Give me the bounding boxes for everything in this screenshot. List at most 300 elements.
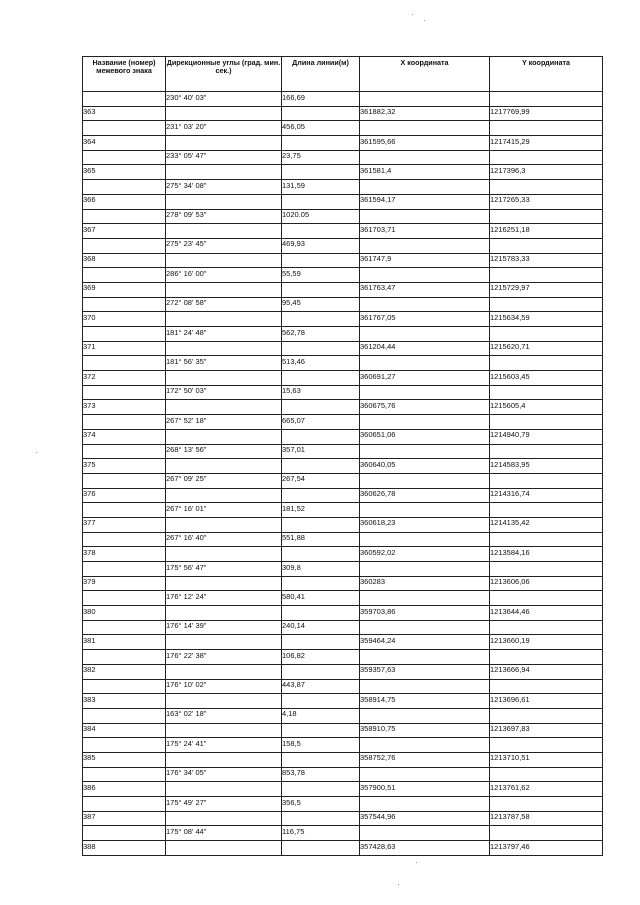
marker-name-cell — [83, 92, 166, 107]
length-cell — [282, 517, 360, 532]
y-coordinate-cell: 1213787,58 — [490, 811, 603, 826]
scan-speck — [36, 452, 37, 453]
header-length: Длина линии(м) — [282, 57, 360, 92]
marker-name-cell — [83, 767, 166, 782]
x-coordinate-cell — [360, 473, 490, 488]
y-coordinate-cell: 1214135,42 — [490, 517, 603, 532]
header-y-coordinate: Y координата — [490, 57, 603, 92]
table-row — [83, 312, 603, 327]
bearing-cell — [166, 371, 282, 386]
y-coordinate-cell: 1214940,79 — [490, 429, 603, 444]
x-coordinate-cell: 361763,47 — [360, 282, 490, 297]
length-cell: 166,69 — [282, 92, 360, 107]
bearing-cell — [166, 165, 282, 180]
x-coordinate-cell — [360, 385, 490, 400]
x-coordinate-cell — [360, 620, 490, 635]
table-row — [83, 356, 603, 371]
x-coordinate-cell — [360, 92, 490, 107]
bearing-cell: 181° 56' 35" — [166, 356, 282, 371]
table-row — [83, 429, 603, 444]
length-cell — [282, 312, 360, 327]
bearing-cell — [166, 429, 282, 444]
x-coordinate-cell: 361204,44 — [360, 341, 490, 356]
table-row — [83, 679, 603, 694]
marker-name-cell: 376 — [83, 488, 166, 503]
y-coordinate-cell — [490, 620, 603, 635]
length-cell: 469,93 — [282, 238, 360, 253]
marker-name-cell — [83, 562, 166, 577]
length-cell: 23,75 — [282, 150, 360, 165]
header-marker-name: Название (номер) межевого знака — [83, 57, 166, 92]
length-cell: 309,8 — [282, 562, 360, 577]
y-coordinate-cell — [490, 238, 603, 253]
marker-name-cell — [83, 679, 166, 694]
bearing-cell — [166, 488, 282, 503]
length-cell: 131,59 — [282, 180, 360, 195]
marker-name-cell — [83, 620, 166, 635]
bearing-cell: 176° 12' 24" — [166, 591, 282, 606]
y-coordinate-cell: 1214583,95 — [490, 459, 603, 474]
x-coordinate-cell: 360626,78 — [360, 488, 490, 503]
y-coordinate-cell — [490, 532, 603, 547]
length-cell — [282, 253, 360, 268]
marker-name-cell: 377 — [83, 517, 166, 532]
x-coordinate-cell: 358752,76 — [360, 752, 490, 767]
table-row — [83, 606, 603, 621]
table-row — [83, 635, 603, 650]
length-cell — [282, 664, 360, 679]
marker-name-cell: 372 — [83, 371, 166, 386]
x-coordinate-cell — [360, 297, 490, 312]
length-cell — [282, 811, 360, 826]
x-coordinate-cell — [360, 797, 490, 812]
bearing-cell: 278° 09' 53" — [166, 209, 282, 224]
bearing-cell: 175° 24' 41" — [166, 738, 282, 753]
x-coordinate-cell: 357428,63 — [360, 841, 490, 856]
x-coordinate-cell: 359464,24 — [360, 635, 490, 650]
table-row — [83, 488, 603, 503]
bearing-cell — [166, 635, 282, 650]
x-coordinate-cell — [360, 209, 490, 224]
marker-name-cell — [83, 356, 166, 371]
x-coordinate-cell: 357900,51 — [360, 782, 490, 797]
table-row — [83, 517, 603, 532]
y-coordinate-cell — [490, 121, 603, 136]
bearing-cell: 181° 24' 48" — [166, 327, 282, 342]
marker-name-cell: 382 — [83, 664, 166, 679]
y-coordinate-cell: 1214316,74 — [490, 488, 603, 503]
bearing-cell — [166, 576, 282, 591]
marker-name-cell: 379 — [83, 576, 166, 591]
table-row — [83, 400, 603, 415]
length-cell — [282, 694, 360, 709]
scan-speck — [416, 862, 417, 863]
boundary-coordinates-table — [82, 56, 603, 856]
bearing-cell: 268° 13' 56" — [166, 444, 282, 459]
length-cell — [282, 429, 360, 444]
marker-name-cell: 364 — [83, 136, 166, 151]
x-coordinate-cell — [360, 150, 490, 165]
x-coordinate-cell: 360651,06 — [360, 429, 490, 444]
table-row — [83, 811, 603, 826]
marker-name-cell: 386 — [83, 782, 166, 797]
table-row — [83, 165, 603, 180]
marker-name-cell: 385 — [83, 752, 166, 767]
length-cell — [282, 224, 360, 239]
scan-speck — [398, 884, 399, 885]
length-cell: 267,54 — [282, 473, 360, 488]
marker-name-cell — [83, 150, 166, 165]
x-coordinate-cell — [360, 503, 490, 518]
marker-name-cell: 363 — [83, 106, 166, 121]
length-cell: 562,78 — [282, 327, 360, 342]
marker-name-cell — [83, 444, 166, 459]
y-coordinate-cell: 1213606,06 — [490, 576, 603, 591]
marker-name-cell — [83, 121, 166, 136]
y-coordinate-cell: 1216251,18 — [490, 224, 603, 239]
length-cell — [282, 576, 360, 591]
marker-name-cell: 370 — [83, 312, 166, 327]
length-cell: 853,78 — [282, 767, 360, 782]
length-cell: 356,5 — [282, 797, 360, 812]
length-cell: 1020.05 — [282, 209, 360, 224]
x-coordinate-cell — [360, 356, 490, 371]
y-coordinate-cell: 1213660,19 — [490, 635, 603, 650]
marker-name-cell — [83, 738, 166, 753]
marker-name-cell — [83, 826, 166, 841]
table-row — [83, 503, 603, 518]
bearing-cell — [166, 517, 282, 532]
x-coordinate-cell — [360, 532, 490, 547]
x-coordinate-cell — [360, 121, 490, 136]
table-row — [83, 650, 603, 665]
table-row — [83, 797, 603, 812]
y-coordinate-cell — [490, 797, 603, 812]
y-coordinate-cell — [490, 650, 603, 665]
table-body — [83, 92, 603, 856]
table-row — [83, 723, 603, 738]
y-coordinate-cell — [490, 503, 603, 518]
bearing-cell: 175° 49' 27" — [166, 797, 282, 812]
table-row — [83, 121, 603, 136]
scan-speck — [412, 14, 413, 15]
x-coordinate-cell — [360, 444, 490, 459]
x-coordinate-cell — [360, 591, 490, 606]
table-row — [83, 106, 603, 121]
length-cell: 240,14 — [282, 620, 360, 635]
bearing-cell — [166, 841, 282, 856]
x-coordinate-cell — [360, 415, 490, 430]
y-coordinate-cell: 1215634,59 — [490, 312, 603, 327]
bearing-cell: 176° 22' 38" — [166, 650, 282, 665]
table-row — [83, 532, 603, 547]
x-coordinate-cell: 360592,02 — [360, 547, 490, 562]
length-cell — [282, 282, 360, 297]
x-coordinate-cell: 360691,27 — [360, 371, 490, 386]
table-row — [83, 708, 603, 723]
length-cell — [282, 106, 360, 121]
bearing-cell — [166, 400, 282, 415]
marker-name-cell: 384 — [83, 723, 166, 738]
marker-name-cell — [83, 297, 166, 312]
bearing-cell — [166, 811, 282, 826]
bearing-cell: 176° 10' 02" — [166, 679, 282, 694]
length-cell — [282, 341, 360, 356]
x-coordinate-cell — [360, 180, 490, 195]
table-row — [83, 547, 603, 562]
length-cell — [282, 782, 360, 797]
header-bearing: Дирекционные углы (град. мин. сек.) — [166, 57, 282, 92]
y-coordinate-cell: 1213710,51 — [490, 752, 603, 767]
y-coordinate-cell: 1215729,97 — [490, 282, 603, 297]
table-row — [83, 136, 603, 151]
x-coordinate-cell: 361703,71 — [360, 224, 490, 239]
table-row — [83, 194, 603, 209]
length-cell: 580,41 — [282, 591, 360, 606]
marker-name-cell — [83, 385, 166, 400]
length-cell: 357,01 — [282, 444, 360, 459]
marker-name-cell: 378 — [83, 547, 166, 562]
header-x-coordinate: X координата — [360, 57, 490, 92]
marker-name-cell — [83, 473, 166, 488]
bearing-cell — [166, 694, 282, 709]
bearing-cell — [166, 106, 282, 121]
length-cell: 443,87 — [282, 679, 360, 694]
marker-name-cell — [83, 591, 166, 606]
length-cell: 95,45 — [282, 297, 360, 312]
y-coordinate-cell — [490, 209, 603, 224]
y-coordinate-cell — [490, 826, 603, 841]
bearing-cell: 230° 40' 03" — [166, 92, 282, 107]
y-coordinate-cell: 1217265,33 — [490, 194, 603, 209]
marker-name-cell — [83, 503, 166, 518]
marker-name-cell: 375 — [83, 459, 166, 474]
x-coordinate-cell: 361747,9 — [360, 253, 490, 268]
bearing-cell — [166, 136, 282, 151]
bearing-cell — [166, 194, 282, 209]
bearing-cell: 275° 34' 08" — [166, 180, 282, 195]
y-coordinate-cell — [490, 708, 603, 723]
length-cell — [282, 165, 360, 180]
y-coordinate-cell — [490, 767, 603, 782]
y-coordinate-cell — [490, 150, 603, 165]
marker-name-cell — [83, 797, 166, 812]
marker-name-cell — [83, 238, 166, 253]
length-cell: 116,75 — [282, 826, 360, 841]
table-row — [83, 341, 603, 356]
y-coordinate-cell: 1213666,94 — [490, 664, 603, 679]
bearing-cell: 267° 16' 01" — [166, 503, 282, 518]
bearing-cell: 172° 50' 03" — [166, 385, 282, 400]
bearing-cell: 175° 56' 47" — [166, 562, 282, 577]
bearing-cell: 176° 14' 39" — [166, 620, 282, 635]
table-row — [83, 371, 603, 386]
table-row — [83, 268, 603, 283]
length-cell — [282, 547, 360, 562]
x-coordinate-cell — [360, 767, 490, 782]
y-coordinate-cell: 1215783,33 — [490, 253, 603, 268]
bearing-cell: 272° 08' 58" — [166, 297, 282, 312]
table-row — [83, 180, 603, 195]
marker-name-cell — [83, 209, 166, 224]
bearing-cell: 233° 05' 47" — [166, 150, 282, 165]
y-coordinate-cell — [490, 268, 603, 283]
marker-name-cell — [83, 415, 166, 430]
table-row — [83, 473, 603, 488]
x-coordinate-cell: 358914,75 — [360, 694, 490, 709]
table-row — [83, 327, 603, 342]
bearing-cell: 267° 16' 40" — [166, 532, 282, 547]
table-row — [83, 576, 603, 591]
y-coordinate-cell — [490, 180, 603, 195]
y-coordinate-cell — [490, 297, 603, 312]
table-row — [83, 150, 603, 165]
x-coordinate-cell — [360, 650, 490, 665]
bearing-cell — [166, 224, 282, 239]
x-coordinate-cell — [360, 826, 490, 841]
y-coordinate-cell: 1213696,61 — [490, 694, 603, 709]
y-coordinate-cell — [490, 92, 603, 107]
y-coordinate-cell: 1215603,45 — [490, 371, 603, 386]
bearing-cell: 286° 16' 00" — [166, 268, 282, 283]
marker-name-cell: 365 — [83, 165, 166, 180]
marker-name-cell: 380 — [83, 606, 166, 621]
x-coordinate-cell — [360, 238, 490, 253]
y-coordinate-cell: 1215605,4 — [490, 400, 603, 415]
length-cell — [282, 459, 360, 474]
bearing-cell: 275° 23' 45" — [166, 238, 282, 253]
marker-name-cell: 371 — [83, 341, 166, 356]
length-cell: 4,18 — [282, 708, 360, 723]
bearing-cell — [166, 547, 282, 562]
length-cell: 55,59 — [282, 268, 360, 283]
y-coordinate-cell: 1213797,46 — [490, 841, 603, 856]
y-coordinate-cell: 1213584,16 — [490, 547, 603, 562]
y-coordinate-cell — [490, 385, 603, 400]
table-header-row — [83, 57, 603, 92]
table-row — [83, 841, 603, 856]
length-cell — [282, 194, 360, 209]
y-coordinate-cell — [490, 562, 603, 577]
length-cell — [282, 488, 360, 503]
length-cell: 513,46 — [282, 356, 360, 371]
table-row — [83, 459, 603, 474]
marker-name-cell: 381 — [83, 635, 166, 650]
bearing-cell — [166, 664, 282, 679]
marker-name-cell — [83, 180, 166, 195]
length-cell — [282, 136, 360, 151]
bearing-cell — [166, 723, 282, 738]
marker-name-cell: 366 — [83, 194, 166, 209]
y-coordinate-cell: 1213697,83 — [490, 723, 603, 738]
table-row — [83, 253, 603, 268]
table-row — [83, 297, 603, 312]
length-cell — [282, 635, 360, 650]
x-coordinate-cell: 361595,66 — [360, 136, 490, 151]
x-coordinate-cell: 360283 — [360, 576, 490, 591]
marker-name-cell: 368 — [83, 253, 166, 268]
bearing-cell — [166, 782, 282, 797]
x-coordinate-cell: 358910,75 — [360, 723, 490, 738]
length-cell — [282, 400, 360, 415]
length-cell: 158,5 — [282, 738, 360, 753]
length-cell: 551,88 — [282, 532, 360, 547]
y-coordinate-cell — [490, 591, 603, 606]
y-coordinate-cell — [490, 327, 603, 342]
bearing-cell: 175° 08' 44" — [166, 826, 282, 841]
y-coordinate-cell — [490, 738, 603, 753]
bearing-cell — [166, 253, 282, 268]
table-row — [83, 591, 603, 606]
length-cell — [282, 752, 360, 767]
marker-name-cell: 387 — [83, 811, 166, 826]
table-row — [83, 826, 603, 841]
bearing-cell: 231° 03' 20" — [166, 121, 282, 136]
x-coordinate-cell — [360, 708, 490, 723]
table-row — [83, 664, 603, 679]
table-row — [83, 415, 603, 430]
y-coordinate-cell: 1217396,3 — [490, 165, 603, 180]
table-row — [83, 238, 603, 253]
bearing-cell: 267° 09' 25" — [166, 473, 282, 488]
bearing-cell: 163° 02' 18" — [166, 708, 282, 723]
table-row — [83, 562, 603, 577]
y-coordinate-cell — [490, 356, 603, 371]
length-cell: 106,82 — [282, 650, 360, 665]
y-coordinate-cell: 1213644,46 — [490, 606, 603, 621]
x-coordinate-cell — [360, 562, 490, 577]
x-coordinate-cell — [360, 268, 490, 283]
x-coordinate-cell — [360, 679, 490, 694]
y-coordinate-cell — [490, 473, 603, 488]
x-coordinate-cell: 359357,63 — [360, 664, 490, 679]
length-cell: 456,05 — [282, 121, 360, 136]
bearing-cell — [166, 459, 282, 474]
y-coordinate-cell — [490, 679, 603, 694]
y-coordinate-cell: 1215620,71 — [490, 341, 603, 356]
marker-name-cell: 369 — [83, 282, 166, 297]
bearing-cell — [166, 752, 282, 767]
marker-name-cell: 367 — [83, 224, 166, 239]
bearing-cell — [166, 282, 282, 297]
marker-name-cell: 374 — [83, 429, 166, 444]
marker-name-cell — [83, 532, 166, 547]
marker-name-cell — [83, 650, 166, 665]
length-cell — [282, 371, 360, 386]
marker-name-cell: 383 — [83, 694, 166, 709]
x-coordinate-cell: 361882,32 — [360, 106, 490, 121]
marker-name-cell: 373 — [83, 400, 166, 415]
bearing-cell: 267° 52' 18" — [166, 415, 282, 430]
x-coordinate-cell: 357544,96 — [360, 811, 490, 826]
table-row — [83, 767, 603, 782]
bearing-cell — [166, 312, 282, 327]
length-cell: 665,07 — [282, 415, 360, 430]
table-row — [83, 385, 603, 400]
bearing-cell: 176° 34' 05" — [166, 767, 282, 782]
y-coordinate-cell: 1217415,29 — [490, 136, 603, 151]
y-coordinate-cell: 1213761,62 — [490, 782, 603, 797]
y-coordinate-cell — [490, 415, 603, 430]
y-coordinate-cell: 1217769,99 — [490, 106, 603, 121]
bearing-cell — [166, 341, 282, 356]
length-cell: 15,63 — [282, 385, 360, 400]
table-row — [83, 444, 603, 459]
x-coordinate-cell: 361594,17 — [360, 194, 490, 209]
length-cell: 181,52 — [282, 503, 360, 518]
table-row — [83, 224, 603, 239]
length-cell — [282, 841, 360, 856]
